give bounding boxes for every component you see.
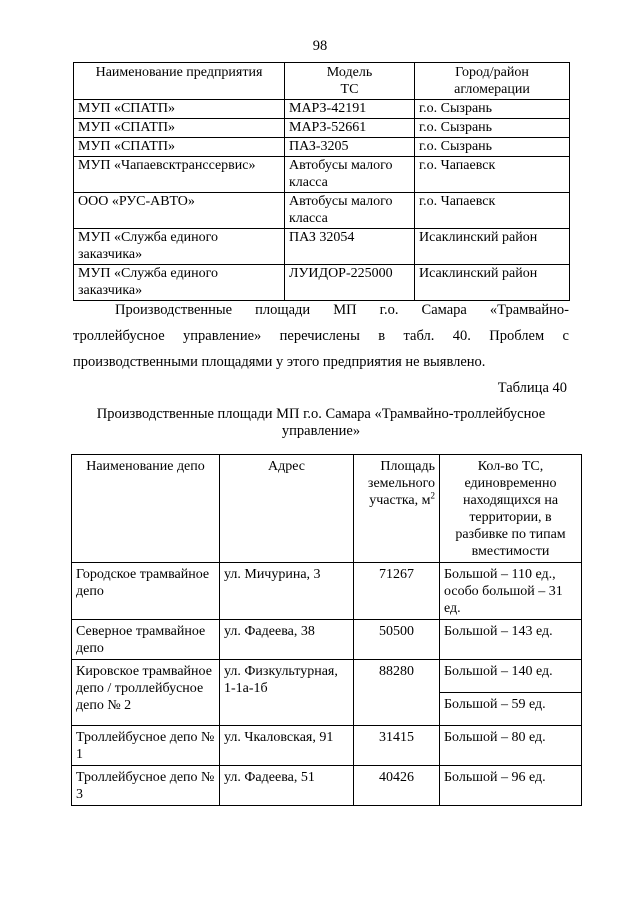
table-row [74,229,570,265]
cell-city: г.о. Сызрань [415,138,570,157]
cell-area: 50500 [354,620,440,660]
cell-address: ул. Фадеева, 51 [220,766,354,806]
cell-city: Исаклинский район [415,265,570,301]
table-label: Таблица 40 [497,380,567,396]
table-row [74,157,570,193]
header-enterprise: Наименование предприятия [74,63,285,100]
body-paragraph [73,297,569,375]
table-row [74,193,570,229]
cell-address: ул. Чкаловская, 91 [220,726,354,766]
table-header-row [74,63,570,100]
table-row [74,119,570,138]
cell-count: Большой – 140 ед. [440,660,582,693]
depot-areas-table [71,454,582,806]
cell-address: ул. Физкультурная, 1-1а-1б [220,660,354,726]
cell-enterprise: МУП «СПАТП» [74,138,285,157]
cell-city: г.о. Сызрань [415,119,570,138]
vehicle-model-table [73,62,570,301]
cell-count: Большой – 80 ед. [440,726,582,766]
cell-model: МАРЗ-42191 [285,100,415,119]
cell-depot: Кировское трамвайное депо / троллейбусное депо № 2 [72,660,220,726]
table-row [74,100,570,119]
cell-model: ПАЗ-3205 [285,138,415,157]
cell-enterprise: МУП «СПАТП» [74,100,285,119]
cell-model: Автобусы малого класса [285,193,415,229]
cell-address: ул. Мичурина, 3 [220,563,354,620]
cell-area: 71267 [354,563,440,620]
paragraph-line-3: производственными площадями у этого предприятия не выявлено. [73,354,486,370]
table-row [72,620,582,660]
cell-model: МАРЗ-52661 [285,119,415,138]
header-area-text: Площадь земельного участка, м [367,459,435,508]
table-row [72,563,582,620]
cell-enterprise: ООО «РУС-АВТО» [74,193,285,229]
cell-city: г.о. Чапаевск [415,193,570,229]
cell-model: ПАЗ 32054 [285,229,415,265]
cell-area: 88280 [354,660,440,726]
cell-area: 40426 [354,766,440,806]
cell-count: Большой – 96 ед. [440,766,582,806]
cell-enterprise: МУП «Чапаевсктранссервис» [74,157,285,193]
table-row [72,766,582,806]
cell-count: Большой – 110 ед., особо большой – 31 ед. [440,563,582,620]
cell-depot: Городское трамвайное депо [72,563,220,620]
paragraph-line-1: Производственные площади МП г.о. Самара «Трамвайно- [115,302,569,318]
header-address: Адрес [220,455,354,563]
cell-depot: Троллейбусное депо № 1 [72,726,220,766]
cell-count: Большой – 143 ед. [440,620,582,660]
cell-area: 31415 [354,726,440,766]
cell-city: г.о. Сызрань [415,100,570,119]
header-count: Кол-во ТС, единовременно находящихся на территории, в разбивке по типам вместимости [440,455,582,563]
header-model: Модель ТС [285,63,415,100]
cell-depot: Северное трамвайное депо [72,620,220,660]
table-row [74,138,570,157]
header-depot: Наименование депо [72,455,220,563]
cell-enterprise: МУП «Служба единого заказчика» [74,229,285,265]
cell-depot: Троллейбусное депо № 3 [72,766,220,806]
header-area-sup: 2 [430,490,435,501]
cell-enterprise: МУП «СПАТП» [74,119,285,138]
cell-city: г.о. Чапаевск [415,157,570,193]
cell-count: Большой – 59 ед. [440,693,582,726]
paragraph-line-2: троллейбусное управление» перечислены в табл. 40. Проблем с [73,328,569,344]
table-row [72,660,582,693]
cell-model: ЛУИДОР-225000 [285,265,415,301]
header-area [354,455,440,563]
table-caption: Производственные площади МП г.о. Самара «Трамвайно-троллейбусное управление» [96,406,546,439]
page-number: 98 [312,38,328,54]
cell-enterprise: МУП «Служба единого заказчика» [74,265,285,301]
cell-city: Исаклинский район [415,229,570,265]
header-city: Город/район агломерации [415,63,570,100]
table-row [74,265,570,301]
cell-address: ул. Фадеева, 38 [220,620,354,660]
table-header-row [72,455,582,563]
table-row [72,726,582,766]
cell-model: Автобусы малого класса [285,157,415,193]
